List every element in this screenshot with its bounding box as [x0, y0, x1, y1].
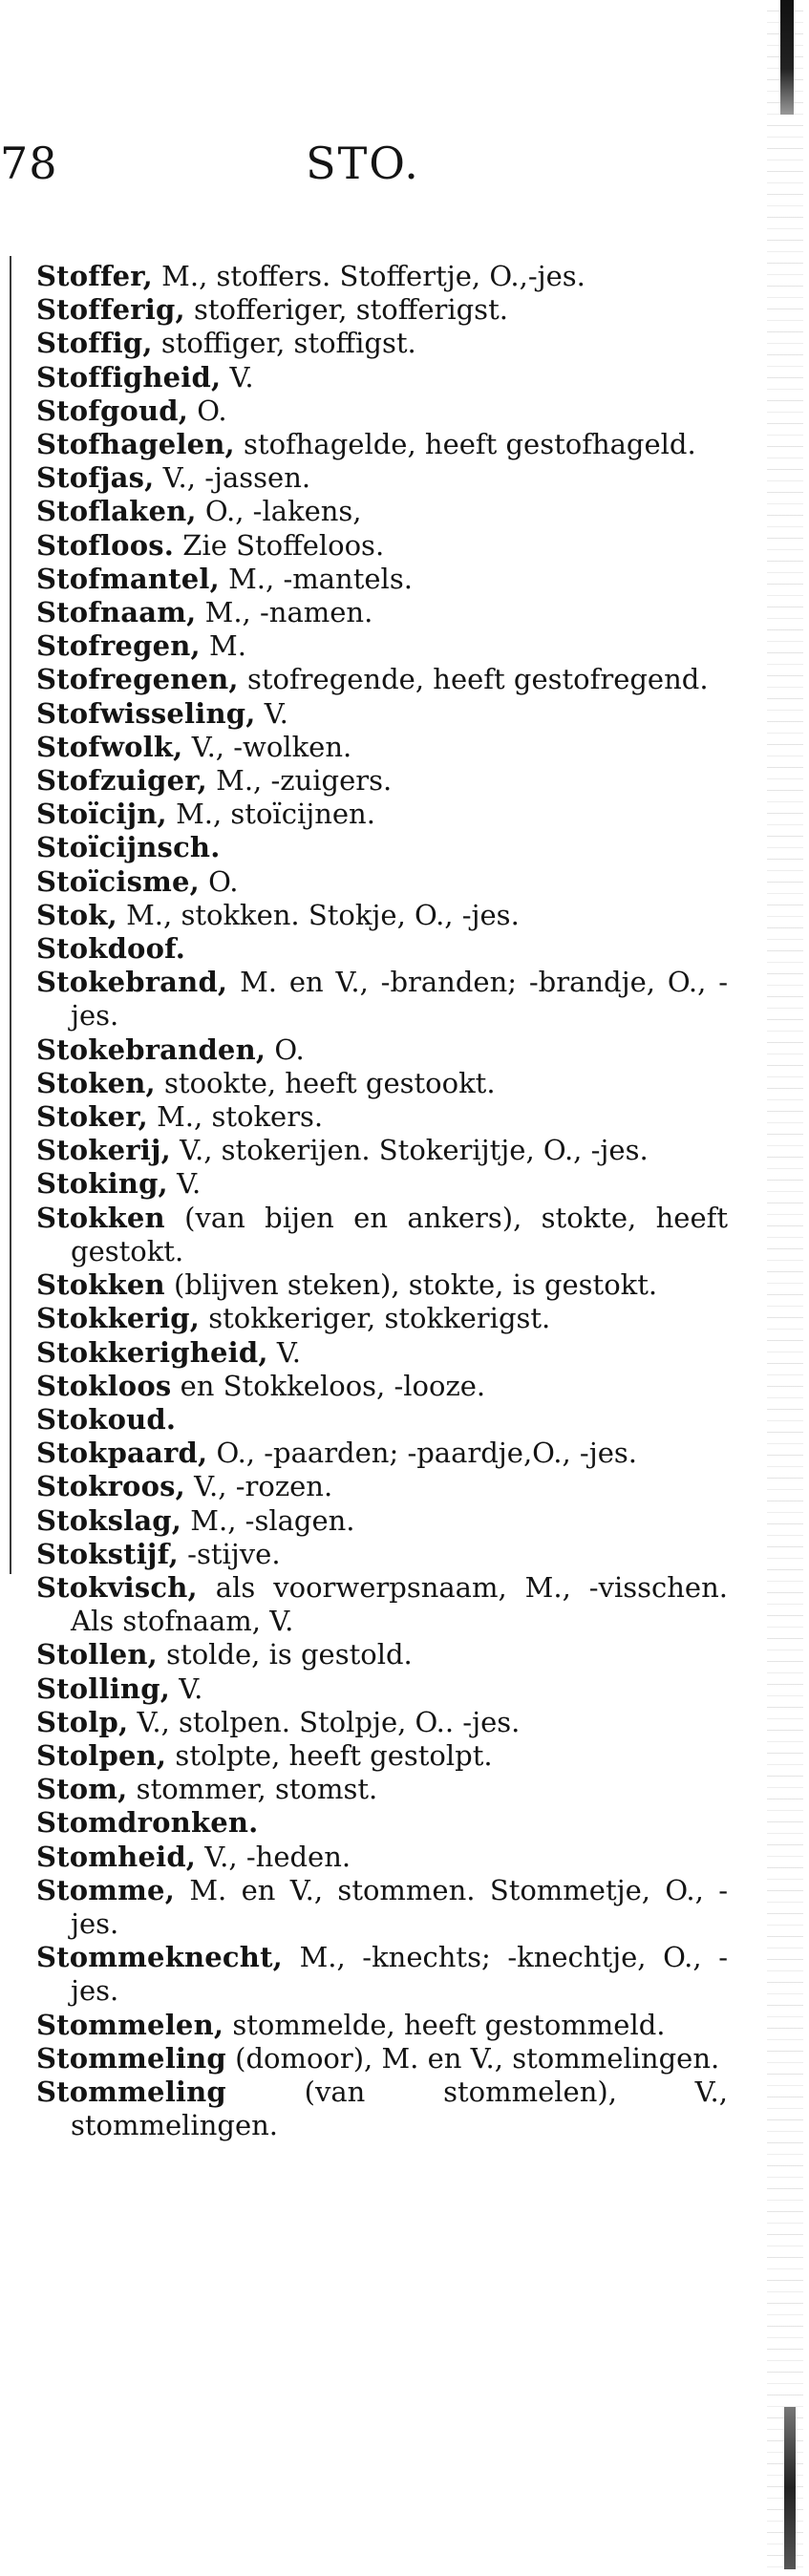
entry-headword: Stokkerig,: [36, 1302, 200, 1335]
dictionary-entry: [36, 1100, 728, 1134]
entry-definition: Zie Stoffeloos.: [174, 528, 385, 562]
entry-headword: Stofgoud,: [36, 394, 189, 427]
entry-headword: Stoïcijn,: [36, 798, 167, 831]
dictionary-entry: [36, 327, 728, 360]
dictionary-entry: [36, 563, 728, 596]
entry-definition: O.: [188, 394, 227, 427]
dictionary-entry: [36, 1706, 728, 1739]
entry-headword: Stokvisch,: [36, 1570, 198, 1604]
dictionary-entry: [36, 1638, 728, 1671]
entry-definition: O., -lakens,: [196, 495, 362, 528]
entry-definition: M. en V., stommen. Stommetje, O., -jes.: [71, 1873, 728, 1940]
entry-definition: M., -slagen.: [181, 1503, 355, 1537]
dictionary-entry: [36, 1437, 728, 1470]
entry-headword: Stofwisseling,: [36, 696, 256, 730]
entry-definition: V.: [170, 1671, 203, 1705]
dictionary-entry: [36, 1134, 728, 1167]
entry-headword: Stommeling: [36, 2075, 226, 2108]
entry-headword: Stokebranden,: [36, 1033, 266, 1066]
entry-headword: Stokken: [36, 1201, 165, 1234]
running-head: STO.: [306, 138, 420, 189]
entry-headword: Stoïcisme,: [36, 864, 200, 898]
entry-definition: stolpte, heeft gestolpt.: [166, 1738, 493, 1772]
entry-definition: (domoor), M. en V., stommelingen.: [225, 2041, 720, 2075]
entry-definition: O., -paarden; -paardje,O., -jes.: [207, 1437, 637, 1470]
dictionary-entry: [36, 629, 728, 663]
entry-definition: V., -heden.: [196, 1840, 351, 1873]
entry-definition: O.: [199, 864, 239, 898]
entry-headword: Stoffigheid,: [36, 360, 222, 394]
entry-definition: V., -jassen.: [154, 461, 311, 495]
dictionary-entry: [36, 831, 728, 864]
dictionary-entry: [36, 1773, 728, 1806]
entry-definition: V.: [255, 696, 288, 730]
dictionary-entry: [36, 1874, 728, 1941]
entry-definition: M., stokken. Stokje, O., -jes.: [117, 898, 520, 931]
dictionary-entry: [36, 394, 728, 428]
dictionary-entry: [36, 529, 728, 563]
dictionary-entry: [36, 798, 728, 831]
dictionary-entry: [36, 1504, 728, 1538]
dictionary-entry: [36, 1033, 728, 1067]
entry-definition: V., stokerijen. Stokerijtje, O., -jes.: [170, 1134, 649, 1167]
dictionary-entry: [36, 1302, 728, 1335]
entry-definition: als voorwerpsnaam, M., -visschen. Als stofnaam, V.: [71, 1570, 728, 1638]
entry-headword: Stofhagelen,: [36, 428, 235, 461]
page-edge-dark-top: [780, 0, 794, 115]
entry-headword: Stofzuiger,: [36, 764, 207, 798]
entry-headword: Stofregen,: [36, 629, 201, 663]
entry-headword: Stokloos: [36, 1369, 172, 1402]
dictionary-entry: [36, 1571, 728, 1638]
entry-headword: Stokken: [36, 1268, 165, 1302]
entry-definition: V., -rozen.: [184, 1470, 333, 1503]
entry-headword: Stokerij,: [36, 1134, 171, 1167]
entry-headword: Stommeling: [36, 2041, 226, 2075]
dictionary-entry: [36, 1672, 728, 1706]
entry-headword: Stokebrand,: [36, 966, 228, 999]
entry-definition: stokkeriger, stokkerigst.: [200, 1302, 551, 1335]
dictionary-entry: [36, 1202, 728, 1268]
dictionary-entry: [36, 764, 728, 798]
entry-definition: stoffiger, stoffigst.: [152, 327, 416, 360]
entry-definition: (blijven steken), stokte, is gestokt.: [164, 1268, 658, 1302]
entry-headword: Stoken,: [36, 1066, 156, 1099]
entry-headword: Stommelen,: [36, 2008, 224, 2041]
entry-definition: V.: [221, 360, 254, 394]
entry-headword: Stofjas,: [36, 461, 155, 495]
entry-definition: M., stokers.: [147, 1100, 324, 1134]
entry-headword: Stommeknecht,: [36, 1941, 283, 1974]
dictionary-entry: [36, 428, 728, 461]
dictionary-entry: [36, 663, 728, 696]
entry-headword: Stoker,: [36, 1100, 148, 1134]
entry-definition: stolde, is gestold.: [157, 1638, 413, 1671]
dictionary-entry: [36, 1538, 728, 1571]
entry-definition: stookte, heeft gestookt.: [155, 1066, 496, 1099]
entry-definition: stofferiger, stofferigst.: [184, 293, 508, 327]
entry-definition: (van stommelen), V., stommelingen.: [71, 2075, 728, 2142]
entry-headword: Stokpaard,: [36, 1437, 208, 1470]
entry-definition: O.: [266, 1033, 305, 1066]
dictionary-entry: [36, 1167, 728, 1201]
dictionary-entry: [36, 2009, 728, 2042]
entry-headword: Stomheid,: [36, 1840, 197, 1873]
dictionary-entry: [36, 1268, 728, 1302]
dictionary-entry: [36, 1941, 728, 2008]
entry-definition: M., stoïcijnen.: [166, 798, 375, 831]
entry-definition: M. en V., -branden; -brandje, O., -jes.: [71, 966, 728, 1033]
dictionary-entry: [36, 495, 728, 528]
entry-headword: Stofferig,: [36, 293, 185, 327]
entry-definition: stofhagelde, heeft gestofhageld.: [234, 428, 696, 461]
entry-headword: Stofregenen,: [36, 663, 239, 696]
entry-headword: Stokstijf,: [36, 1537, 179, 1570]
entry-headword: Stokslag,: [36, 1503, 182, 1537]
dictionary-entry: [36, 1403, 728, 1437]
dictionary-entry: [36, 932, 728, 966]
dictionary-entry: [36, 1841, 728, 1874]
entry-definition: stommer, stomst.: [127, 1773, 378, 1806]
entry-definition: stofregende, heeft gestofregend.: [238, 663, 709, 696]
dictionary-entry: [36, 899, 728, 932]
dictionary-entry: [36, 1806, 728, 1840]
entry-headword: Stoïcijnsch.: [36, 831, 221, 864]
entry-definition: (van bijen en ankers), stokte, heeft gestokt.: [71, 1201, 728, 1267]
margin-rule: [10, 256, 11, 1574]
entry-headword: Stom,: [36, 1773, 128, 1806]
dictionary-entry: [36, 697, 728, 731]
dictionary-entry: [36, 865, 728, 899]
dictionary-entry: [36, 293, 728, 327]
entry-definition: -stijve.: [178, 1537, 281, 1570]
dictionary-entry: [36, 1470, 728, 1503]
dictionary-entry: [36, 1370, 728, 1403]
entry-headword: Stomdronken.: [36, 1806, 259, 1840]
page-number: 78: [0, 138, 58, 189]
entry-headword: Stofmantel,: [36, 562, 220, 595]
page-edge-shadow: [767, 0, 803, 2576]
dictionary-entry: [36, 2076, 728, 2142]
entry-definition: M., -knechts; -knechtje, O., -jes.: [71, 1941, 728, 2008]
dictionary-entry: [36, 2042, 728, 2076]
dictionary-entry: [36, 966, 728, 1033]
dictionary-entry: [36, 260, 728, 293]
entry-definition: V.: [167, 1167, 202, 1201]
entry-definition: M., -zuigers.: [206, 764, 393, 798]
entry-definition: V., -wolken.: [182, 730, 352, 763]
dictionary-entry: [36, 1739, 728, 1773]
entry-headword: Stoking,: [36, 1167, 168, 1201]
entry-definition: M., -mantels.: [219, 562, 413, 595]
dictionary-entries: [36, 260, 728, 2142]
entry-headword: Stok,: [36, 898, 117, 931]
entry-definition: en Stokkeloos, -looze.: [171, 1369, 486, 1402]
dictionary-entry: [36, 731, 728, 764]
entry-definition: V.: [267, 1335, 301, 1369]
entry-headword: Stofwolk,: [36, 730, 183, 763]
entry-headword: Stokroos,: [36, 1470, 185, 1503]
entry-headword: Stokkerigheid,: [36, 1335, 268, 1369]
dictionary-entry: [36, 461, 728, 495]
entry-definition: M., -namen.: [196, 596, 373, 629]
dictionary-entry: [36, 1067, 728, 1100]
entry-headword: Stolp,: [36, 1705, 129, 1738]
entry-headword: Stolling,: [36, 1671, 170, 1705]
entry-headword: Stolpen,: [36, 1738, 167, 1772]
entry-headword: Stokdoof.: [36, 932, 186, 966]
entry-headword: Stokoud.: [36, 1402, 177, 1436]
entry-headword: Stoflaken,: [36, 495, 197, 528]
dictionary-entry: [36, 361, 728, 394]
page-edge-dark-bottom: [784, 2407, 796, 2569]
entry-headword: Stoffer,: [36, 260, 153, 292]
dictionary-entry: [36, 596, 728, 629]
entry-definition: M.: [200, 629, 246, 663]
entry-headword: Stofnaam,: [36, 596, 197, 629]
entry-headword: Stofloos.: [36, 528, 175, 562]
entry-headword: Stollen,: [36, 1638, 158, 1671]
entry-headword: Stoffig,: [36, 327, 153, 360]
entry-definition: stommelde, heeft gestommeld.: [224, 2008, 666, 2041]
entry-definition: V., stolpen. Stolpje, O.. -jes.: [128, 1705, 521, 1738]
entry-headword: Stomme,: [36, 1873, 175, 1906]
dictionary-entry: [36, 1336, 728, 1370]
entry-definition: M., stoffers. Stoffertje, O.,-jes.: [152, 260, 585, 292]
